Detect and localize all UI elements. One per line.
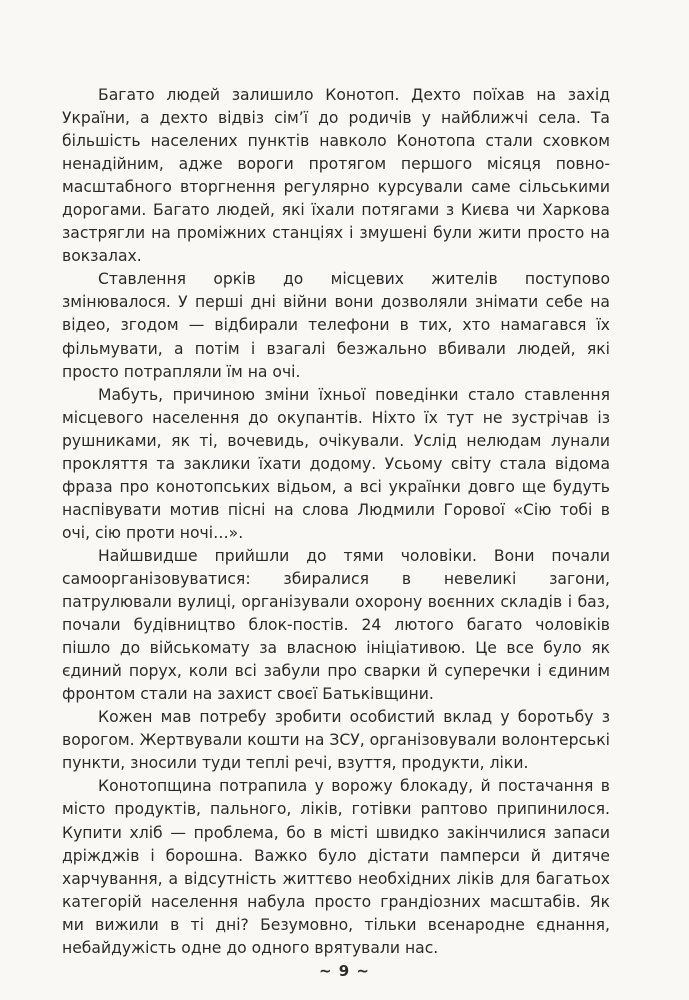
- paragraph-3: Мабуть, причиною зміни їхньої поведінки стало ставлення місцевого населення до окупантів. Ніхто їх тут не зустрічав із рушниками, як ті, вочевидь, очікували. Услід нелюдам лунали прокляття та заклики їхати додому. Усьому світу стала відома фраза про конотопських відьом, а всі українки довго ще будуть наспівувати мотив пісні на слова Людмили Горової «Сію тобі в очі, сію проти ночі…».: [62, 385, 610, 542]
- paragraph-5: Кожен мав потребу зробити особистий вклад у боротьбу з ворогом. Жертвували кошти на ЗСУ, організовували волонтерські пункти, зносили туди теплі речі, взуття, продукти, ліки.: [62, 708, 610, 773]
- paragraph-2: Ставлення орків до місцевих жителів поступово змінювалося. У перші дні війни вони дозволяли знімати себе на відео, згодом — відбирали телефони в тих, хто намагався їх фільмувати, а потім і взагалі безжально вбивали людей, які просто потрапляли їм на очі.: [62, 270, 610, 381]
- paragraph-4: Найшвидше прийшли до тями чоловіки. Вони почали самоорганізовуватися: збиралися в невеликі загони, патрулювали вулиці, організували охорону воєнних складів і баз, почали будівництво блок-постів. 24 лютого багато чоловіків пішло до військомату за власною ініціативою. Це все було як єдиний порух, коли всі забули про сварки й суперечки і єдиним фронтом стали на захист своєї Батьківщини.: [62, 546, 610, 704]
- page-number: ~ 9 ~: [318, 962, 371, 980]
- paragraph-1: Багато людей залишило Конотоп. Дехто поїхав на захід України, а дехто відвіз сім’ї до родичів у найближчі села. Та більшість населених пунктів навколо Конотопа стали сховком ненадійним, адже вороги протягом першого місяця повномасштабного вторгнення регулярно курсували саме сільськими дорогами. Багато людей, які їхали потягами з Києва чи Харкова застрягли на проміжних станціях і змушені були жити просто на вокзалах.: [62, 86, 610, 266]
- paragraph-6: Конотопщина потрапила у ворожу блокаду, й постачання в місто продуктів, пального, ліків, готівки раптово припинилося. Купити хліб — проблема, бо в місті швидко закінчилися запаси дріжджів і борошна. Важко було дістати памперси й дитяче харчування, а відсутність життєво необхідних ліків для багатьох категорій населення набула просто грандіозних масштабів. Як ми вижили в ті дні? Безумовно, тільки всенародне єднання, небайдужість одне до одного врятували нас.: [62, 777, 610, 957]
- body-text: [62, 84, 610, 960]
